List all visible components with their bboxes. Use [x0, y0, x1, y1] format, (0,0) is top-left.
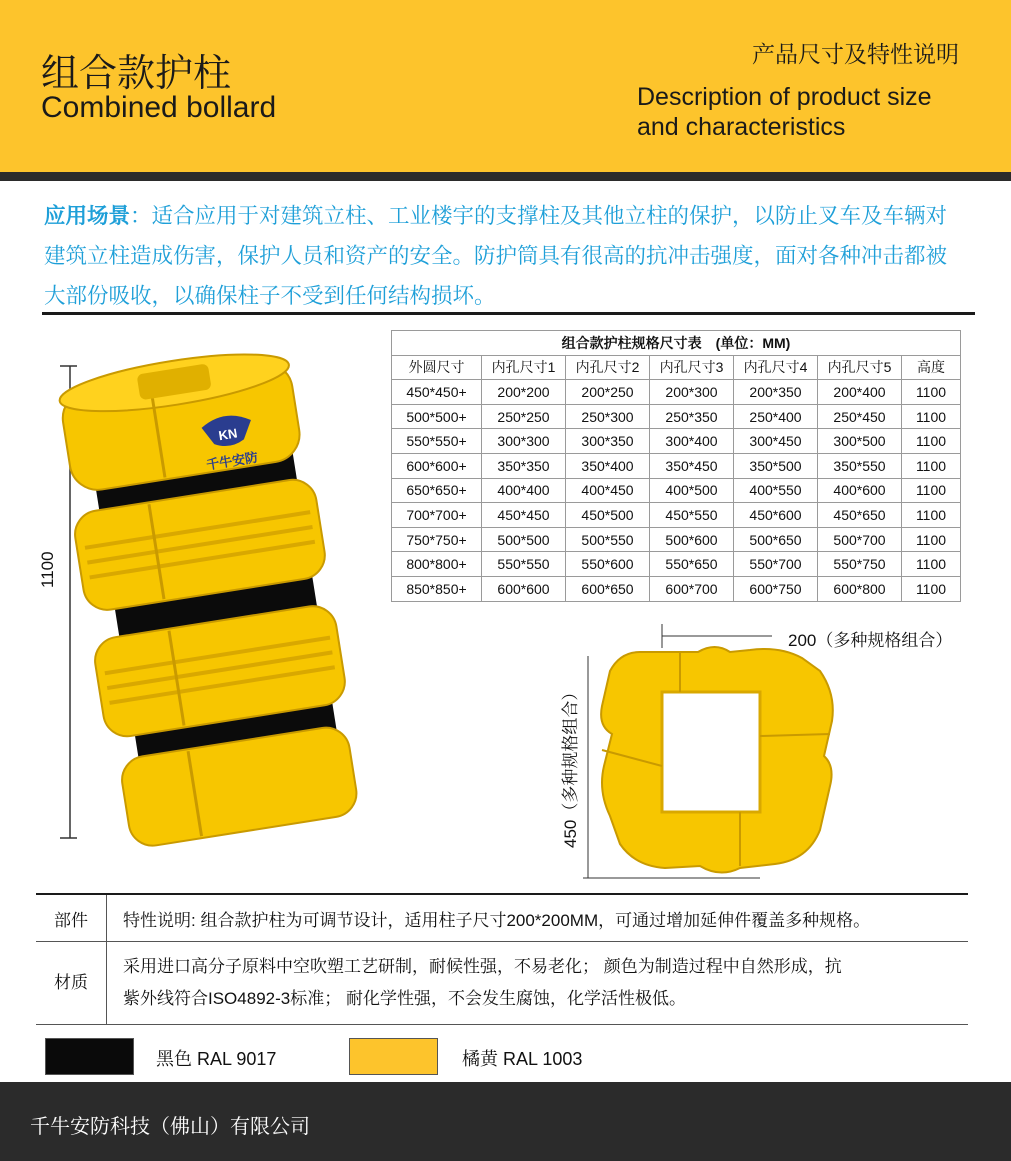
spec-table-cell: 400*450 — [566, 478, 650, 503]
spec-table-caption: 组合款护柱规格尺寸表 (单位：MM) — [392, 331, 961, 356]
spec-table-cell: 350*550 — [818, 453, 902, 478]
spec-table-cell: 1100 — [902, 429, 961, 454]
spec-table-cell: 1100 — [902, 503, 961, 528]
spec-table-header — [392, 355, 961, 380]
spec-table-cell: 500*700 — [818, 527, 902, 552]
scene-label: 应用场景 — [44, 204, 131, 228]
spec-table-cell: 500*600 — [650, 527, 734, 552]
spec-table-cell: 600*650 — [566, 576, 650, 601]
spec-table-cell: 450*650 — [818, 503, 902, 528]
spec-table-cell: 350*450 — [650, 453, 734, 478]
header-divider — [0, 172, 1011, 181]
header-cell: 内孔尺寸2 — [566, 355, 650, 380]
spec-table-cell: 500*500+ — [392, 404, 482, 429]
material-line2: 紫外线符合ISO4892-3标准； 耐化学性强，不会发生腐蚀，化学活性极低。 — [123, 989, 686, 1008]
part-text: 特性说明: 组合款护柱为可调节设计，适用柱子尺寸200*200MM，可通过增加延伸件覆盖多种规格。 — [107, 894, 969, 942]
header-cell: 内孔尺寸5 — [818, 355, 902, 380]
spec-table-cell: 700*700+ — [392, 503, 482, 528]
spec-table-row — [392, 429, 961, 454]
color-swatch-black — [45, 1038, 134, 1075]
spec-table-row — [392, 404, 961, 429]
spec-table-cell: 300*400 — [650, 429, 734, 454]
company-name: 千牛安防科技（佛山）有限公司 — [30, 1116, 310, 1138]
spec-table-cell: 250*400 — [734, 404, 818, 429]
header-cell: 内孔尺寸3 — [650, 355, 734, 380]
spec-table-cell: 550*600 — [566, 552, 650, 577]
spec-table-cell: 1100 — [902, 527, 961, 552]
spec-table-cell: 450*450 — [482, 503, 566, 528]
spec-table-row — [392, 380, 961, 405]
description-en-line1: Description of product size — [637, 83, 932, 111]
spec-table-cell: 350*500 — [734, 453, 818, 478]
material-text — [107, 942, 969, 1025]
spec-table-cell: 1100 — [902, 576, 961, 601]
width-label: 200（多种规格组合） — [788, 631, 953, 650]
spec-table-cell: 300*350 — [566, 429, 650, 454]
application-scene — [44, 196, 964, 316]
header-cell: 高度 — [902, 355, 961, 380]
spec-table-cell: 200*400 — [818, 380, 902, 405]
spec-table-cell: 550*650 — [650, 552, 734, 577]
spec-table-cell: 600*600 — [482, 576, 566, 601]
material-label: 材质 — [36, 942, 107, 1025]
scene-divider — [42, 312, 975, 315]
spec-table-cell: 450*450+ — [392, 380, 482, 405]
spec-table-row — [392, 527, 961, 552]
spec-table-cell: 1100 — [902, 404, 961, 429]
spec-table — [391, 330, 961, 602]
spec-table-cell: 350*400 — [566, 453, 650, 478]
logo-text: 千牛安防 — [205, 450, 260, 474]
spec-table-cell: 300*500 — [818, 429, 902, 454]
description-cn: 产品尺寸及特性说明 — [752, 41, 959, 67]
spec-table-cell: 850*850+ — [392, 576, 482, 601]
spec-table-cell: 250*300 — [566, 404, 650, 429]
material-row — [36, 942, 968, 1025]
spec-table-row — [392, 552, 961, 577]
spec-table-cell: 750*750+ — [392, 527, 482, 552]
part-row — [36, 894, 968, 942]
title-cn: 组合款护柱 — [41, 53, 232, 95]
spec-table-row — [392, 576, 961, 601]
spec-table-cell: 600*800 — [818, 576, 902, 601]
top-view-ring — [601, 647, 833, 873]
spec-table-cell: 250*450 — [818, 404, 902, 429]
logo-mark: KN — [217, 425, 239, 444]
header-cell: 外圆尺寸 — [392, 355, 482, 380]
spec-table-cell: 1100 — [902, 552, 961, 577]
scene-text: ：适合应用于对建筑立柱、工业楼宇的支撑柱及其他立柱的保护，以防止叉车及车辆对建筑立柱造成伤害，保护人员和资产的安全。防护筒具有很高的抗冲击强度，面对各种冲击都被大部份吸收，以确保柱子不受到任何结构损坏。 — [44, 204, 948, 308]
spec-table-cell: 200*200 — [482, 380, 566, 405]
spec-table-row — [392, 478, 961, 503]
bollard-illustration — [55, 340, 385, 850]
spec-table-cell: 450*550 — [650, 503, 734, 528]
description-en-line2: and characteristics — [637, 113, 846, 141]
color-label-black: 黑色 RAL 9017 — [156, 1049, 277, 1069]
part-label: 部件 — [36, 894, 107, 942]
side-label: 450（多种规格组合） — [561, 683, 580, 848]
spec-table-cell: 550*550 — [482, 552, 566, 577]
height-label: 1100 — [38, 551, 57, 588]
spec-table-row — [392, 453, 961, 478]
spec-table-cell: 600*600+ — [392, 453, 482, 478]
spec-table-cell: 300*300 — [482, 429, 566, 454]
spec-table-cell: 450*500 — [566, 503, 650, 528]
spec-table-cell: 250*250 — [482, 404, 566, 429]
header-cell: 内孔尺寸4 — [734, 355, 818, 380]
spec-table-cell: 200*300 — [650, 380, 734, 405]
spec-table-cell: 500*650 — [734, 527, 818, 552]
color-swatch-orange — [349, 1038, 438, 1075]
spec-table-body — [392, 380, 961, 601]
color-label-orange: 橘黄 RAL 1003 — [462, 1049, 583, 1069]
spec-table-cell: 650*650+ — [392, 478, 482, 503]
spec-table-cell: 550*750 — [818, 552, 902, 577]
top-view-illustration — [580, 616, 840, 891]
title-en: Combined bollard — [41, 91, 277, 124]
spec-table-cell: 1100 — [902, 478, 961, 503]
spec-table-cell: 400*600 — [818, 478, 902, 503]
spec-table-cell: 600*750 — [734, 576, 818, 601]
spec-table-cell: 1100 — [902, 453, 961, 478]
spec-table-cell: 400*400 — [482, 478, 566, 503]
spec-table-cell: 350*350 — [482, 453, 566, 478]
description-en — [637, 82, 977, 142]
spec-table-cell: 200*350 — [734, 380, 818, 405]
spec-table-cell: 600*700 — [650, 576, 734, 601]
spec-table-cell: 550*550+ — [392, 429, 482, 454]
spec-table-cell: 250*350 — [650, 404, 734, 429]
header-cell: 内孔尺寸1 — [482, 355, 566, 380]
spec-table-cell: 300*450 — [734, 429, 818, 454]
spec-table-cell: 200*250 — [566, 380, 650, 405]
spec-table-cell: 800*800+ — [392, 552, 482, 577]
spec-table-cell: 550*700 — [734, 552, 818, 577]
material-line1: 采用进口高分子原料中空吹塑工艺研制，耐候性强，不易老化； 颜色为制造过程中自然形成，抗 — [123, 957, 842, 976]
spec-table-cell: 450*600 — [734, 503, 818, 528]
features-table — [36, 893, 968, 1025]
spec-table-cell: 1100 — [902, 380, 961, 405]
spec-table-cell: 500*550 — [566, 527, 650, 552]
spec-table-cell: 400*550 — [734, 478, 818, 503]
spec-table-cell: 400*500 — [650, 478, 734, 503]
spec-table-row — [392, 503, 961, 528]
spec-table-cell: 500*500 — [482, 527, 566, 552]
